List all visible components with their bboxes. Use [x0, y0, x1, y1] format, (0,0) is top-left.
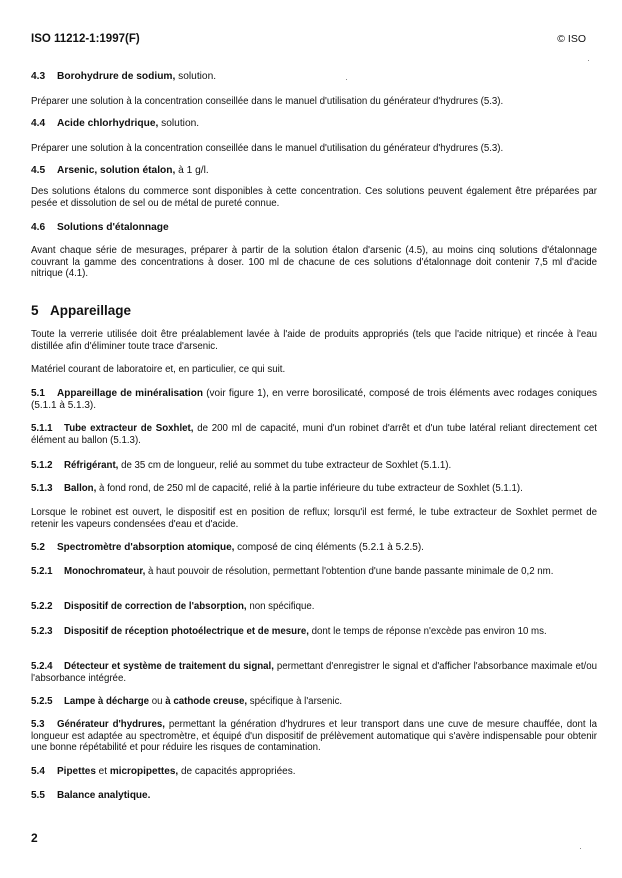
section-5-5: [31, 790, 597, 802]
section-text: non spécifique.: [246, 601, 315, 612]
section-number: 5.4: [31, 766, 45, 777]
section-5-2-2: [31, 601, 597, 613]
section-title: Borohydrure de sodium,: [57, 71, 176, 82]
section-4-4-heading: [31, 118, 199, 129]
section-5-1-3-text: Lorsque le robinet est ouvert, le dispositif est en position de reflux; lorsqu'il est fermé, le tube extracteur de Soxhlet permet de retenir les vapeurs condensées d'eau et d'acide.: [31, 507, 597, 530]
section-title: Lampe à décharge: [64, 696, 150, 707]
scan-speck: [588, 60, 589, 61]
section-4-3-heading: [31, 71, 216, 82]
section-5-1-1: [31, 423, 597, 446]
section-number: 5: [31, 303, 39, 318]
section-title: Dispositif de réception photoélectrique et de mesure,: [64, 626, 309, 637]
section-text: de capacités appropriées.: [178, 766, 296, 777]
section-number: 4.4: [31, 118, 46, 129]
section-5-3: [31, 719, 597, 754]
section-title: Pipettes: [57, 766, 96, 777]
section-number: 5.2.3: [31, 626, 53, 637]
section-5-note: Matériel courant de laboratoire et, en particulier, ce qui suit.: [31, 364, 286, 375]
section-number: 4.3: [31, 71, 46, 82]
section-4-4-text: Préparer une solution à la concentration conseillée dans le manuel d'utilisation du générateur d'hydrures (5.3).: [31, 143, 504, 154]
section-number: 5.2.4: [31, 661, 53, 672]
section-title: Balance analytique.: [57, 790, 151, 801]
section-text: permettant d'enregistrer le signal et d'afficher l'absorbance maximale et/ou l'absorbance intégrée.: [31, 661, 597, 684]
section-number: 5.5: [31, 790, 45, 801]
section-number: 5.2.1: [31, 566, 53, 577]
section-title: Arsenic, solution étalon,: [57, 165, 176, 176]
header-copyright: © ISO: [557, 33, 586, 45]
section-text: à haut pouvoir de résolution, permettant l'obtention d'une bande passante minimale de 0,2 nm.: [145, 566, 554, 577]
section-5-2-3: [31, 626, 597, 638]
section-5-intro: Toute la verrerie utilisée doit être préalablement lavée à l'aide de produits appropriés (tels que l'acide nitrique) et rincée à l'eau distillée afin d'éliminer toute trace d'arsenic.: [31, 329, 597, 352]
section-number: 5.1: [31, 388, 45, 399]
section-title-rest: à 1 g/l.: [175, 165, 209, 176]
section-text: permettant la génération d'hydrures et leur transport dans une cuve de mesure chauffée, dont la longueur est adaptée au spectromètre, et équipé d'un dispositif de prélèvement automatique qui s'avère indispensable pour obtenir une bonne répétabilité et pour réduire les risques de contamination.: [31, 719, 598, 754]
section-5-heading: [31, 303, 131, 318]
scan-speck: [346, 79, 347, 80]
section-title-rest: solution.: [158, 118, 200, 129]
section-title: Tube extracteur de Soxhlet,: [64, 423, 194, 434]
section-text: spécifique à l'arsenic.: [247, 696, 343, 707]
header-standard: ISO 11212-1:1997(F): [31, 33, 140, 45]
section-title: Solutions d'étalonnage: [57, 222, 169, 233]
section-title: Monochromateur,: [64, 566, 146, 577]
section-4-3-text: Préparer une solution à la concentration conseillée dans le manuel d'utilisation du générateur d'hydrures (5.3).: [31, 96, 504, 107]
section-number: 5.1.1: [31, 423, 53, 434]
section-5-2-5: [31, 696, 597, 708]
section-5-1-2: [31, 460, 597, 472]
section-number: 5.2.5: [31, 696, 53, 707]
section-text: (voir figure 1), en verre borosilicaté, composé de trois éléments avec rodages coniques (5.1.1 à 5.1.3).: [31, 388, 598, 411]
section-text: composé de cinq éléments (5.2.1 à 5.2.5).: [234, 542, 424, 553]
section-number: 5.3: [31, 719, 45, 730]
section-title: Réfrigérant,: [64, 460, 119, 471]
section-title: Générateur d'hydrures,: [57, 719, 165, 730]
section-title: Acide chlorhydrique,: [57, 118, 159, 129]
section-4-6-heading: [31, 222, 169, 233]
section-text: de 200 ml de capacité, muni d'un robinet d'arrêt et d'un tube latéral reliant directement cet élément au ballon (5.1.3).: [31, 423, 597, 446]
section-5-2: [31, 542, 597, 554]
section-title: Spectromètre d'absorption atomique,: [57, 542, 235, 553]
section-4-6-text: Avant chaque série de mesurages, préparer à partir de la solution étalon d'arsenic (4.5), au moins cinq solutions d'étalonnage couvrant la gamme des concentrations à doser. 100 ml de chacune de ces solutions d'étalonnage doit contenir 7,5 ml d'acide nitrique (4.1).: [31, 245, 597, 280]
section-title: Ballon,: [64, 483, 97, 494]
section-conjunction: ou: [149, 696, 166, 707]
section-title: Appareillage de minéralisation: [57, 388, 203, 399]
section-5-4: [31, 766, 597, 778]
section-4-5-heading: [31, 165, 209, 176]
section-title: Appareillage: [50, 303, 132, 318]
section-number: 5.2: [31, 542, 45, 553]
page-number: 2: [31, 831, 38, 845]
section-5-1-3: [31, 483, 597, 495]
section-number: 5.2.2: [31, 601, 53, 612]
section-title-2: micropipettes,: [109, 766, 179, 777]
section-title: Détecteur et système de traitement du signal,: [64, 661, 274, 672]
section-5-1: [31, 388, 597, 411]
section-title-rest: solution.: [175, 71, 217, 82]
section-text: à fond rond, de 250 ml de capacité, relié à la partie inférieure du tube extracteur de Soxhlet (5.1.1).: [96, 483, 523, 494]
section-number: 5.1.3: [31, 483, 53, 494]
section-text: dont le temps de réponse n'excède pas environ 10 ms.: [308, 626, 547, 637]
scan-speck: [580, 848, 581, 849]
section-title-2: à cathode creuse,: [165, 696, 248, 707]
section-5-2-1: [31, 566, 597, 578]
section-text: de 35 cm de longueur, relié au sommet du tube extracteur de Soxhlet (5.1.1).: [118, 460, 452, 471]
section-title: Dispositif de correction de l'absorption,: [64, 601, 247, 612]
section-number: 4.5: [31, 165, 46, 176]
section-5-2-4: [31, 661, 597, 684]
section-4-5-text: Des solutions étalons du commerce sont disponibles à cette concentration. Ces solutions peuvent également être préparées par pesée et dissolution de sel ou de métal de pureté connue.: [31, 186, 597, 209]
section-number: 5.1.2: [31, 460, 53, 471]
section-number: 4.6: [31, 222, 46, 233]
section-conjunction: et: [95, 766, 110, 777]
